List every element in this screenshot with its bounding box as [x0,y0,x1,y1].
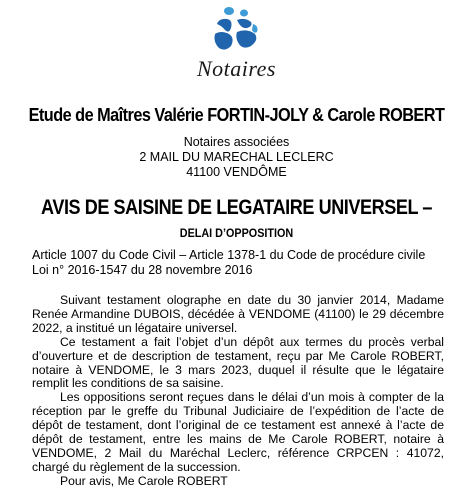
notice-subtitle: DELAI D’OPPOSITION [179,226,294,240]
notaires-emblem-icon [207,4,267,56]
legal-reference: Loi n° 2016-1547 du 28 novembre 2016 [32,263,253,277]
firm-address-line: 2 MAIL DU MARECHAL LECLERC [139,150,334,164]
legal-reference: Article 1007 du Code Civil – Article 1378-1 du Code de procédure civile [32,248,426,262]
firm-address-line: Notaires associées [183,135,290,149]
notice-title: AVIS DE SAISINE DE LEGATAIRE UNIVERSEL – [41,196,432,219]
firm-address-line: 41100 VENDÔME [186,165,287,179]
notice-paragraph: Suivant testament olographe en date du 30 janvier 2014, Madame Renée Armandine DUBOIS, décédée à VENDOME (41100) le 29 décembre 2022, a institué un légataire universel. [32,293,444,335]
notice-signature: Pour avis, Me Carole ROBERT [60,473,228,488]
notice-paragraph: Ce testament a fait l’objet d’un dépôt aux termes du procès verbal d’ouverture et de description de testament, reçu par Me Carole ROBERT, notaire à VENDOME, le 3 mars 2023, duquel il résulte que le légataire remplit les conditions de sa saisine. [32,334,444,391]
logo-wordmark: Notaires [197,56,276,81]
notice-body [32,294,444,489]
firm-name: Etude de Maîtres Valérie FORTIN-JOLY & Carole ROBERT [28,104,445,125]
notice-paragraph: Les oppositions seront reçues dans le délai d’un mois à compter de la réception par le greffe du Tribunal Judiciaire de l’expédition de l’acte de dépôt de testament, dont l’original de ce testament est annexé à l’acte de dépôt de testament, entre les mains de Me Carole ROBERT, notaire à VENDOME, 2 Mail du Maréchal Leclerc, référence CRPCEN : 41072, chargé du règlement de la succession. [32,390,444,474]
notaires-logo [0,4,473,56]
